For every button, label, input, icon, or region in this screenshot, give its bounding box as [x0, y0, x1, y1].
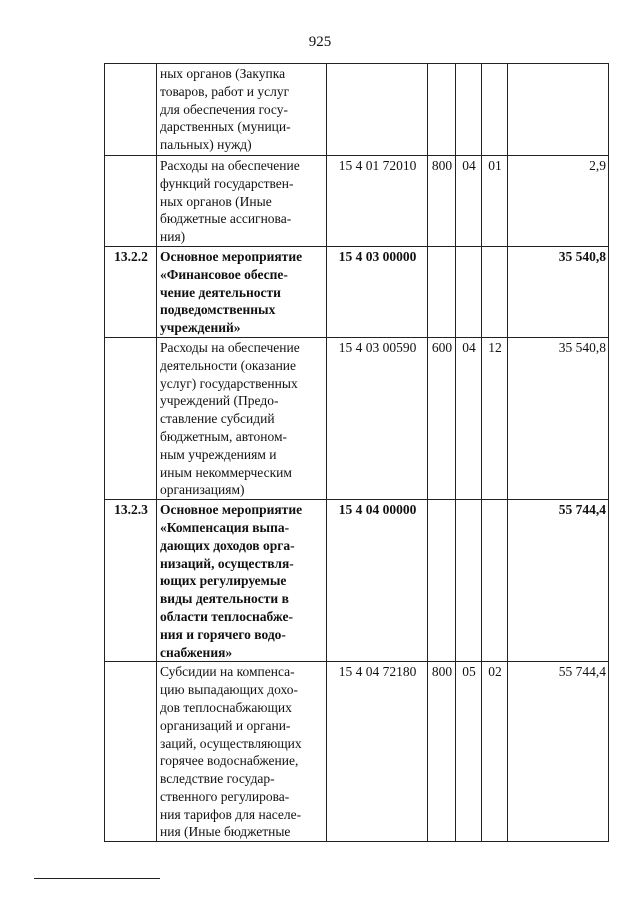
target-article-code: 15 4 03 00590: [327, 337, 428, 499]
target-article-code: 15 4 04 00000: [327, 500, 428, 662]
row-name-line: дов теплоснабжающих: [160, 699, 292, 715]
section-code: [456, 246, 482, 337]
row-name-line: Основное мероприятие: [160, 248, 303, 264]
row-name-line: организаций и органи-: [160, 717, 291, 733]
row-name-line: ния и горячего водо-: [160, 626, 286, 642]
row-name-line: виды деятельности в: [160, 591, 289, 607]
row-name-line: ственного регулирова-: [160, 788, 290, 804]
subsection-code: 02: [482, 662, 508, 842]
row-name-line: Расходы на обеспечение: [160, 158, 300, 173]
amount: 2,9: [508, 156, 609, 247]
row-name-line: пальных) нужд): [160, 137, 252, 153]
row-name-line: дающих доходов орга-: [160, 537, 295, 553]
row-name-line: учреждений»: [160, 320, 241, 336]
subsection-code: 12: [482, 337, 508, 499]
row-number: [105, 662, 157, 842]
section-code: 04: [456, 156, 482, 247]
row-name-line: иным некоммерческим: [160, 464, 292, 480]
amount: 55 744,4: [508, 500, 609, 662]
amount: [508, 64, 609, 156]
section-code: 05: [456, 662, 482, 842]
row-name-line: бюджетным, автоном-: [160, 428, 288, 444]
row-name-line: для обеспечения госу-: [160, 101, 288, 117]
row-name-line: Субсидии на компенса-: [160, 664, 295, 680]
row-name-line: функций государствен-: [160, 175, 294, 191]
row-name-line: низаций, осуществля-: [160, 555, 294, 571]
row-name-line: цию выпадающих дохо-: [160, 682, 299, 698]
row-name-line: чение деятельности: [160, 284, 281, 300]
section-code: [456, 500, 482, 662]
row-name-line: бюджетные ассигнова-: [160, 211, 292, 227]
row-name-line: снабжения»: [160, 644, 233, 660]
table-row: [105, 64, 609, 156]
row-name: [157, 156, 327, 247]
row-name-line: Расходы на обеспечение: [160, 339, 300, 355]
row-name: [157, 64, 327, 156]
row-name-line: учреждений (Предо-: [160, 393, 279, 409]
row-number: [105, 337, 157, 499]
row-name: [157, 662, 327, 842]
row-name-line: «Компенсация выпа-: [160, 519, 290, 535]
row-name-line: услуг) государственных: [160, 375, 298, 391]
row-name: [157, 246, 327, 337]
table-row: [105, 662, 609, 842]
target-article-code: 15 4 03 00000: [327, 246, 428, 337]
subsection-code: [482, 500, 508, 662]
row-number: [105, 156, 157, 247]
expense-type-code: 800: [428, 156, 456, 247]
row-name-line: Основное мероприятие: [160, 502, 303, 518]
row-name-line: «Финансовое обеспе-: [160, 266, 288, 282]
row-name-line: ным учреждениям и: [160, 446, 277, 462]
row-name: [157, 500, 327, 662]
table-row: [105, 246, 609, 337]
row-name-line: деятельности (оказание: [160, 357, 297, 373]
row-name-line: ных органов (Иные: [160, 193, 272, 209]
row-name-line: организациям): [160, 482, 245, 498]
section-code: [456, 64, 482, 156]
row-name: [157, 337, 327, 499]
table-row: [105, 337, 609, 499]
row-number: 13.2.2: [105, 246, 157, 337]
row-name-line: ных органов (Закупка: [160, 66, 286, 81]
row-name-line: ния): [160, 229, 186, 245]
section-code: 04: [456, 337, 482, 499]
subsection-code: [482, 64, 508, 156]
row-name-line: горячее водоснабжение,: [160, 753, 299, 769]
row-name-line: вследствие государ-: [160, 771, 275, 787]
row-name-line: ния тарифов для населе-: [160, 806, 302, 822]
subsection-code: 01: [482, 156, 508, 247]
row-name-line: заций, осуществляющих: [160, 735, 302, 751]
row-name-line: области теплоснабже-: [160, 608, 294, 624]
footnote-separator: [34, 878, 160, 879]
amount: 35 540,8: [508, 246, 609, 337]
subsection-code: [482, 246, 508, 337]
row-number: 13.2.3: [105, 500, 157, 662]
row-name-line: ния (Иные бюджетные: [160, 824, 291, 840]
table-row: [105, 156, 609, 247]
budget-table: [104, 63, 609, 842]
row-name-line: подведомственных: [160, 302, 276, 318]
page-number: 925: [308, 34, 332, 50]
target-article-code: [327, 64, 428, 156]
expense-type-code: 600: [428, 337, 456, 499]
row-name-line: товаров, работ и услуг: [160, 83, 290, 99]
amount: 55 744,4: [508, 662, 609, 842]
expense-type-code: [428, 64, 456, 156]
amount: 35 540,8: [508, 337, 609, 499]
row-number: [105, 64, 157, 156]
table-row: [105, 500, 609, 662]
row-name-line: дарственных (муници-: [160, 119, 291, 135]
row-name-line: ющих регулируемые: [160, 573, 287, 589]
target-article-code: 15 4 04 72180: [327, 662, 428, 842]
expense-type-code: [428, 246, 456, 337]
expense-type-code: 800: [428, 662, 456, 842]
target-article-code: 15 4 01 72010: [327, 156, 428, 247]
expense-type-code: [428, 500, 456, 662]
row-name-line: ставление субсидий: [160, 411, 275, 427]
